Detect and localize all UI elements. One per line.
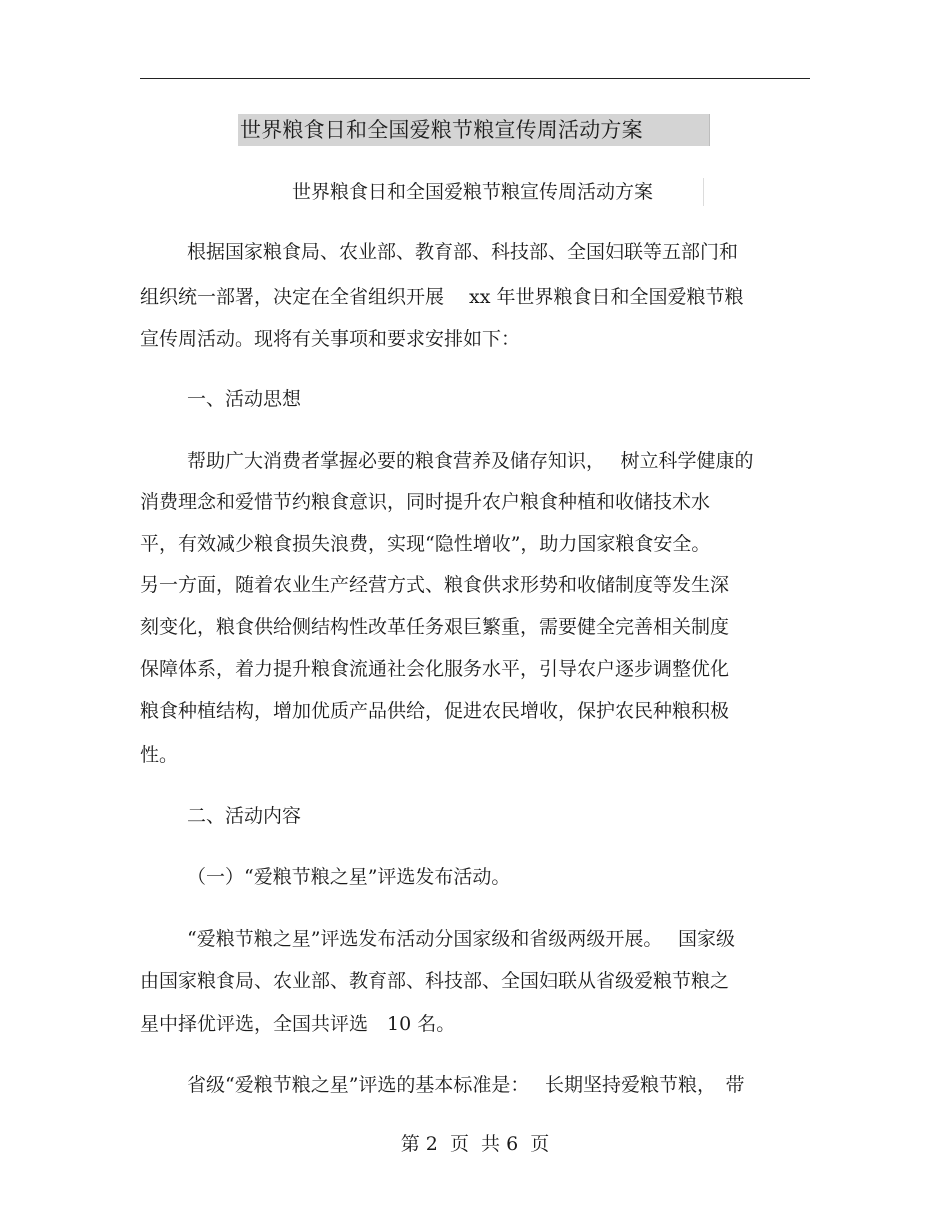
section-heading: 二、活动内容: [187, 805, 302, 827]
paragraph-line: 刻变化，粮食供给侧结构性改革任务艰巨繁重，需要健全完善相关制度: [140, 616, 730, 638]
header-rule: [140, 78, 810, 79]
paragraph-line: 另一方面，随着农业生产经营方式、粮食供求形势和收储制度等发生深: [140, 574, 730, 596]
paragraph-line: 平，有效减少粮食损失浪费，实现“隐性增收”，助力国家粮食安全。: [140, 533, 711, 555]
subtitle-divider: [703, 178, 704, 206]
document-subtitle: 世界粮食日和全国爱粮节粮宣传周活动方案: [292, 181, 654, 203]
document-title: 世界粮食日和全国爱粮节粮宣传周活动方案: [240, 118, 643, 142]
paragraph-line: 星中择优评选，全国共评选 10 名。: [140, 1013, 456, 1035]
paragraph-line: 粮食种植结构，增加优质产品供给，促进农民增收，保护农民种粮积极: [140, 700, 730, 722]
paragraph-line: 根据国家粮食局、农业部、教育部、科技部、全国妇联等五部门和: [187, 241, 739, 263]
page-number: 第 2 页 共 6 页: [400, 1133, 550, 1155]
paragraph-line: 帮助广大消费者掌握必要的粮食营养及储存知识， 树立科学健康的: [187, 450, 754, 472]
paragraph-line: 性。: [140, 744, 179, 766]
paragraph-line: 组织统一部署，决定在全省组织开展 xx 年世界粮食日和全国爱粮节粮: [140, 286, 744, 308]
paragraph-line: 宣传周活动。现将有关事项和要求安排如下：: [140, 328, 521, 350]
paragraph-line: 消费理念和爱惜节约粮食意识，同时提升农户粮食种植和收储技术水: [140, 491, 711, 513]
section-heading: 一、活动思想: [187, 388, 302, 410]
paragraph-line: 由国家粮食局、农业部、教育部、科技部、全国妇联从省级爱粮节粮之: [140, 970, 730, 992]
paragraph-line: “爱粮节粮之星”评选发布活动分国家级和省级两级开展。 国家级: [187, 928, 735, 950]
subsection-heading: （一）“爱粮节粮之星”评选发布活动。: [187, 866, 511, 888]
paragraph-line: 省级“爱粮节粮之星”评选的基本标准是： 长期坚持爱粮节粮， 带: [187, 1074, 745, 1096]
paragraph-line: 保障体系，着力提升粮食流通社会化服务水平，引导农户逐步调整优化: [140, 658, 730, 680]
